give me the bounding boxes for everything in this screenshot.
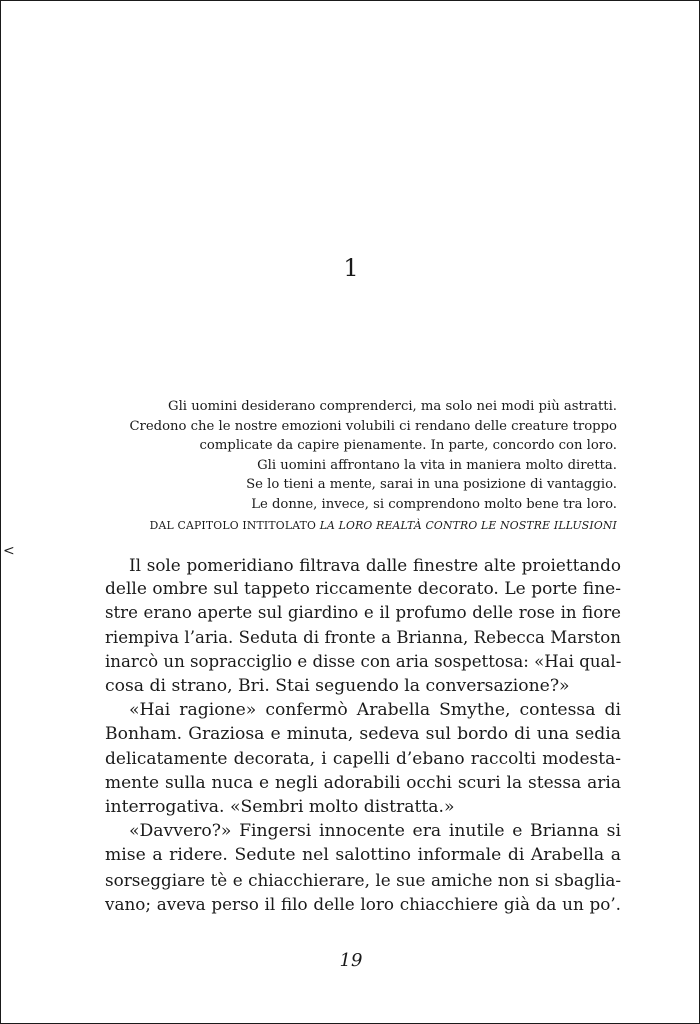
body-line: stre erano aperte sul giardino e il profumo delle rose in fiore [105, 603, 621, 623]
attribution-prefix: DAL CAPITOLO INTITOLATO [149, 518, 320, 532]
epigraph-line: Gli uomini affrontano la vita in maniera molto diretta. [257, 457, 617, 473]
epigraph-line: complicate da capire pienamente. In parte, concordo con loro. [199, 438, 617, 454]
epigraph-attribution [97, 516, 617, 536]
body-line: mente sulla nuca e negli adorabili occhi scuri la stessa aria [105, 772, 621, 793]
page-number: 19 [339, 950, 363, 971]
body-text [105, 553, 621, 916]
body-line: sorseggiare tè e chiacchierare, le sue amiche non si sbaglia- [105, 869, 621, 890]
epigraph-line: Se lo tieni a mente, sarai in una posizione di vantaggio. [246, 477, 617, 493]
body-line: inarcò un sopracciglio e disse con aria sospettosa: «Hai qual- [105, 651, 622, 671]
margin-mark: < [3, 543, 15, 559]
body-line: cosa di strano, Bri. Stai seguendo la conversazione?» [105, 676, 570, 697]
epigraph-line: Credono che le nostre emozioni volubili ci rendano delle creature troppo [129, 418, 617, 434]
body-line: «Hai ragione» confermò Arabella Smythe, contessa di [129, 700, 621, 721]
body-line: mise a ridere. Sedute nel salottino informale di Arabella a [105, 845, 621, 866]
epigraph-line: Gli uomini desiderano comprenderci, ma solo nei modi più astratti. [168, 399, 617, 414]
attribution-title: LA LORO REALTÀ CONTRO LE NOSTRE ILLUSIONI [319, 518, 617, 532]
body-line: Bonham. Graziosa e minuta, sedeva sul bordo di una sedia [105, 724, 621, 745]
epigraph [97, 397, 617, 535]
epigraph-line: Le donne, invece, si comprendono molto bene tra loro. [251, 496, 617, 512]
body-line: vano; aveva perso il filo delle loro chiacchiere già da un po’. [105, 893, 621, 914]
body-line: «Davvero?» Fingersi innocente era inutile e Brianna si [129, 821, 621, 842]
body-line: delicatamente decorata, i capelli d’ebano raccolti modesta- [105, 748, 621, 769]
body-line: interrogativa. «Sembri molto distratta.» [105, 797, 455, 818]
chapter-number: 1 [343, 254, 359, 282]
body-line: riempiva l’aria. Seduta di fronte a Brianna, Rebecca Marston [105, 627, 621, 647]
body-line: delle ombre sul tappeto riccamente decorato. Le porte fine- [105, 579, 621, 600]
body-line: Il sole pomeridiano filtrava dalle finestre alte proiettando [129, 555, 621, 575]
